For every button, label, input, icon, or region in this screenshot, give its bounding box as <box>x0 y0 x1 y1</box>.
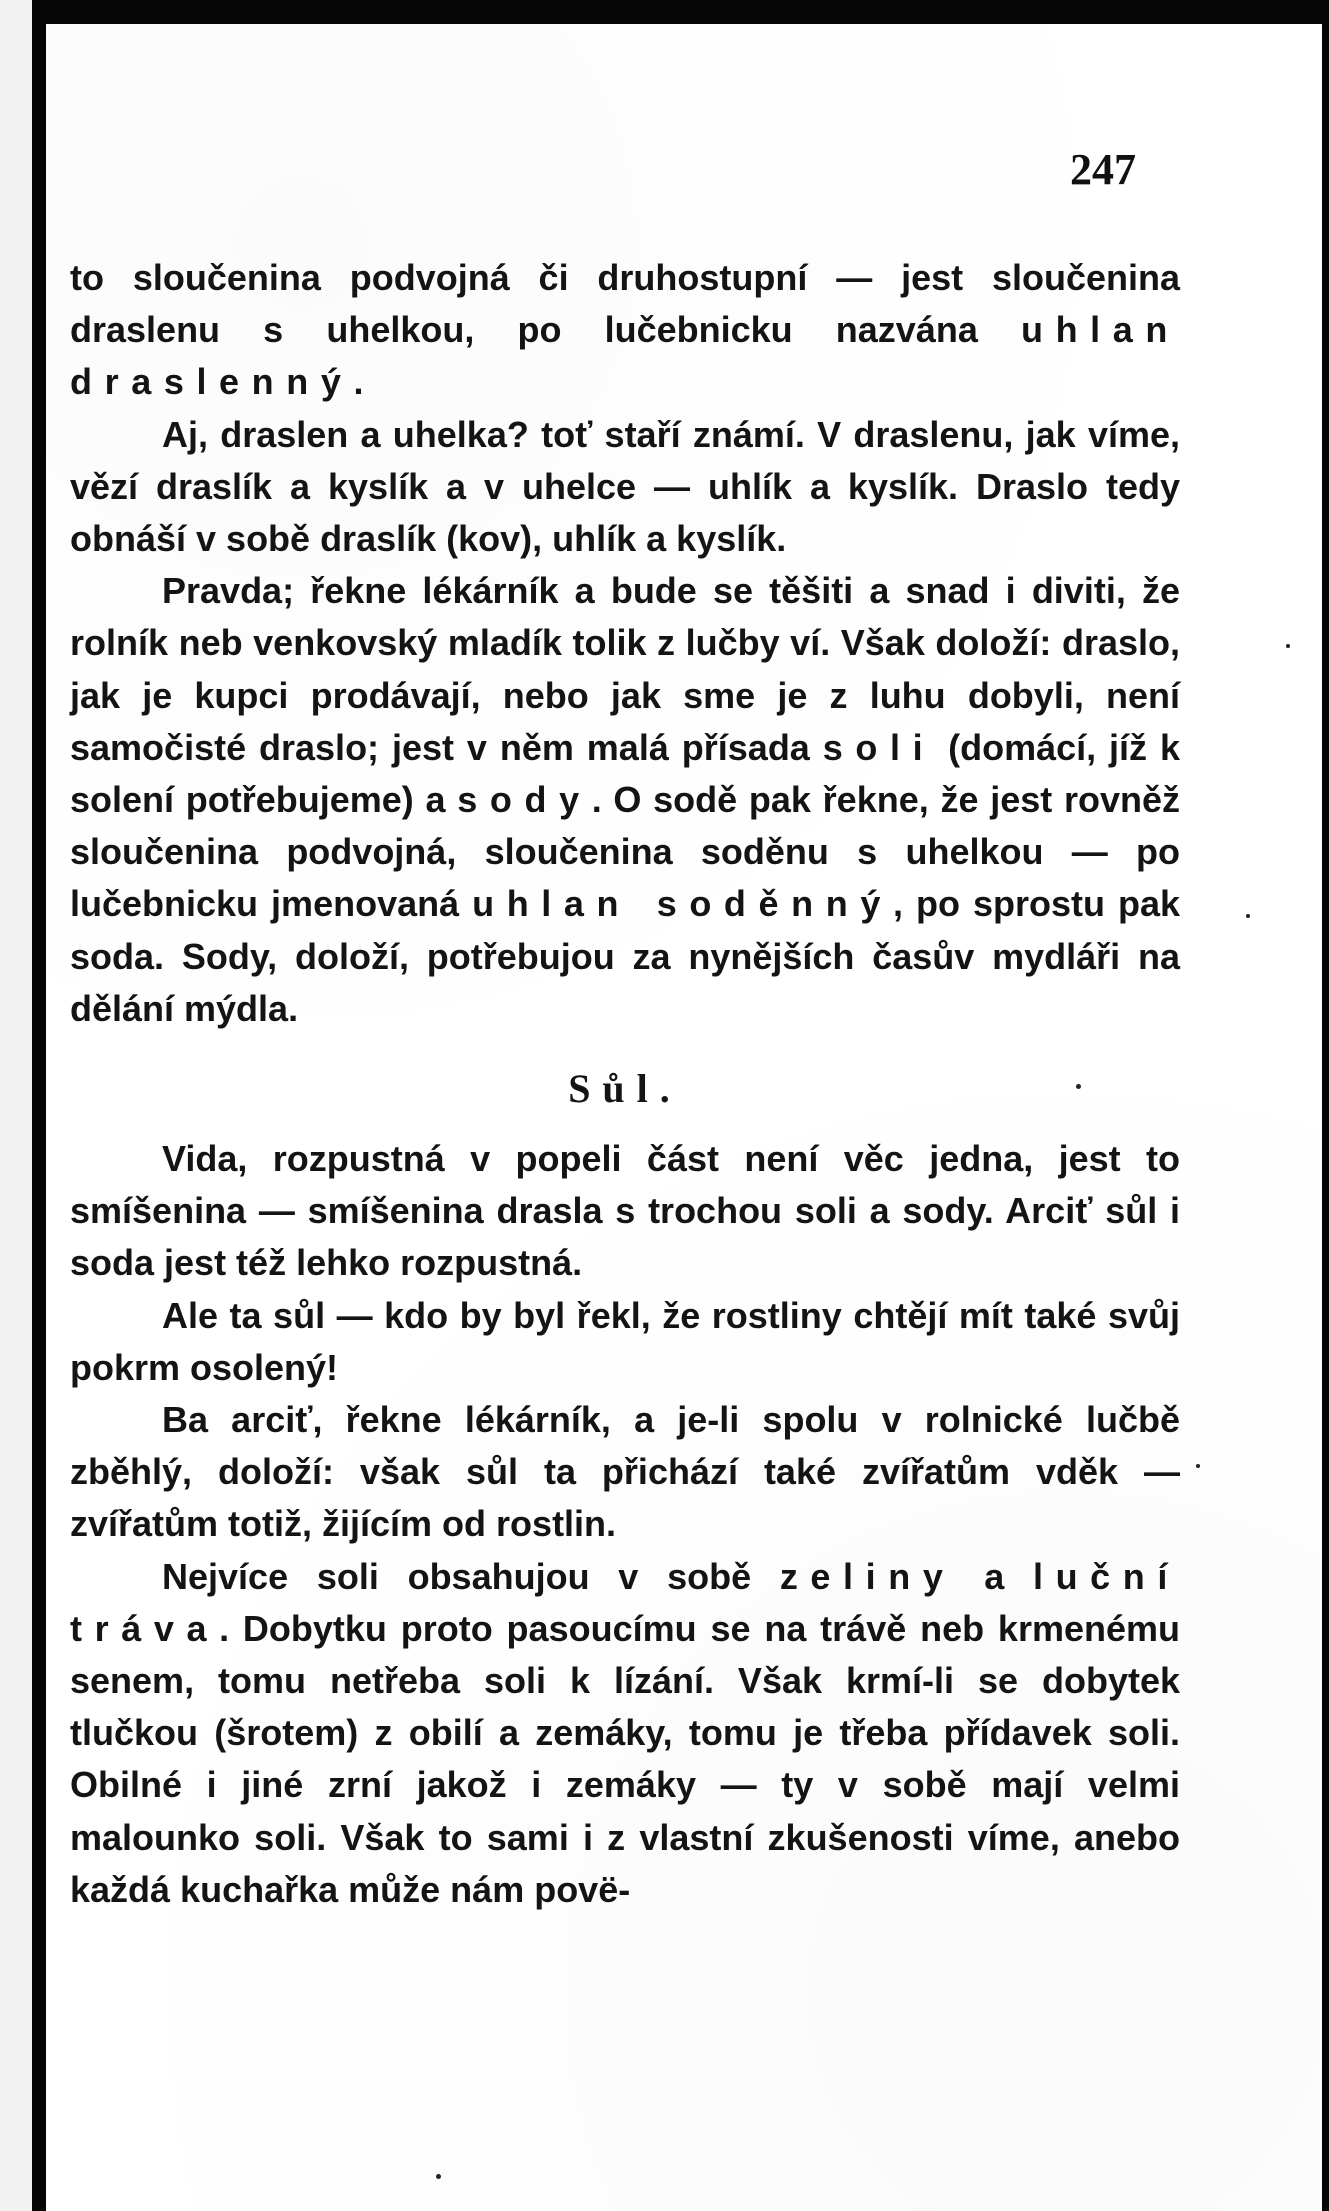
emphasized-term: sody <box>457 779 592 821</box>
text-run: . O sodě pak řekne, že jest rovněž sloučenina podvojná, sloučenina soděnu s uhelkou — po lučebnicku jmenovaná <box>70 779 1181 925</box>
emphasized-term: uhlan draslenný <box>70 309 1180 403</box>
paragraph <box>70 1290 1180 1394</box>
paragraph <box>70 1551 1180 1916</box>
emphasized-term: zeliny <box>779 1555 956 1597</box>
emphasized-term: luční tráva <box>70 1555 1180 1649</box>
text-run: Sůl. <box>568 1066 682 1112</box>
paragraph <box>70 1133 1180 1290</box>
text-run: . <box>353 361 364 403</box>
text-run: Aj, draslen a uhelka? toť staří známí. V draslenu, jak víme, vězí draslík a kyslík a v uhelce — uhlík a kyslík. Draslo tedy obnáší v sobě draslík (kov), uhlík a kyslík. <box>70 413 1180 560</box>
previous-page-edge <box>0 0 32 2211</box>
print-speck <box>1076 1084 1081 1089</box>
text-run: Ba arciť, řekne lékárník, a je-li spolu v rolnické lučbě zběhlý, doloží: však sůl ta přichází také zvířatům vděk — zvířatům totiž, žijícím od rostlin. <box>70 1399 1180 1545</box>
book-page <box>46 24 1322 2211</box>
emphasized-term: uhlan soděnný <box>472 883 893 925</box>
print-speck <box>1286 644 1290 648</box>
paragraph <box>70 1394 1180 1551</box>
text-run: Nejvíce soli obsahujou v sobě <box>162 1555 780 1597</box>
emphasized-term: soli <box>822 726 936 768</box>
paragraph <box>70 565 1180 1035</box>
section-heading <box>70 1059 1180 1119</box>
text-run: to sloučenina podvojná či druhostupní — jest sloučenina draslenu s uhelkou, po lučebnicku nazvána <box>70 257 1180 351</box>
paragraph <box>70 252 1180 409</box>
text-run: Pravda; řekne lékárník a bude se těšiti a snad i diviti, že rolník neb venkovský mladík tolik z lučby ví. Však doloží: draslo, jak je kupci prodávají, nebo jak sme je z luhu dobyli, není samočisté draslo; jest v něm malá přísada <box>70 570 1180 768</box>
text-run: Ale ta sůl — kdo by byl řekl, že rostliny chtějí mít také svůj pokrm osolený! <box>70 1294 1180 1388</box>
text-run: . Dobytku proto pasoucímu se na trávě neb krmenému senem, tomu netřeba soli k lízání. Však krmí-li se dobytek tlučkou (šrotem) z obilí a zemáky, tomu je třeba přídavek soli. Obilné i jiné zrní jakož i zemáky — ty v sobě mají velmi malounko soli. Však to sami i z vlastní zkušenosti víme, anebo každá kuchařka může nám povë- <box>70 1607 1180 1910</box>
text-run: (domácí, jíž k solení potřebujeme) a <box>70 726 1181 821</box>
print-speck <box>436 2174 441 2179</box>
print-speck <box>1246 914 1250 918</box>
print-speck <box>1196 1464 1200 1468</box>
text-run: a <box>955 1555 1033 1597</box>
paragraph <box>70 409 1180 566</box>
text-run: Vida, rozpustná v popeli část není věc jedna, jest to smíšenina — smíšenina drasla s trochou soli a sody. Arciť sůl i soda jest též lehko rozpustná. <box>70 1138 1180 1284</box>
body-text <box>70 252 1180 1916</box>
text-run: , po sprostu pak soda. Sody, doloží, potřebujou za nynějších časův mydláři na dělání mýdla. <box>70 883 1180 1029</box>
page-number: 247 <box>1070 145 1136 194</box>
